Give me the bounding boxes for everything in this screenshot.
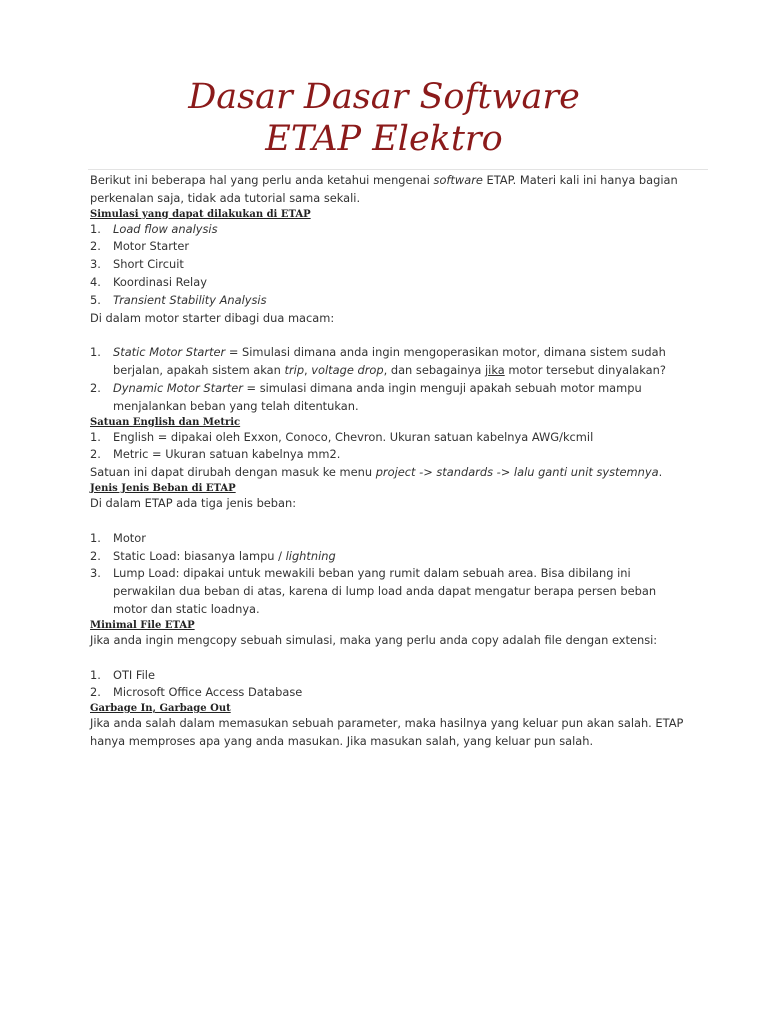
satuan-list [90,429,690,465]
list-item: 1. Load flow analysis [90,221,218,236]
list-item: 2. Motor Starter [90,239,190,254]
list-item: 2. Microsoft Office Access Database [90,685,303,700]
satuan-note: Satuan ini dapat dirubah dengan masuk ke menu project -> standards -> lalu ganti unit systemnya. [90,465,663,480]
list-item: 5. Transient Stability Analysis [90,292,267,307]
title-line-2: ETAP Elektro [265,119,503,159]
beban-list [90,530,690,619]
heading-simulasi: Simulasi yang dapat dilakukan di ETAP [90,208,311,220]
simulasi-list [90,221,690,310]
list-item: 1. Static Motor Starter = Simulasi dimana anda ingin mengoperasikan motor, dimana sistem sudah berjalan, apakah sistem akan trip, voltage drop, dan sebagainya jika motor tersebut dinyalakan? [90,345,666,378]
title-line-1: Dasar Dasar Software [188,77,580,117]
list-item: 3. Short Circuit [90,257,184,272]
list-item: 1. OTI File [90,667,155,682]
minimal-list [90,667,690,703]
heading-minimal-file: Minimal File ETAP [90,619,195,631]
title-divider [88,169,708,170]
starter-list [90,344,690,415]
heading-satuan: Satuan English dan Metric [90,416,241,428]
jika-link[interactable]: jika [484,363,505,378]
list-item: 2. Dynamic Motor Starter = simulasi dimana anda ingin menguji apakah sebuah motor mampu menjalankan beban yang telah ditentukan. [90,380,642,413]
minimal-intro: Jika anda ingin mengcopy sebuah simulasi, maka yang perlu anda copy adalah file dengan extensi: [90,632,658,647]
beban-intro: Di dalam ETAP ada tiga jenis beban: [90,495,297,510]
heading-garbage: Garbage In, Garbage Out [90,703,231,715]
garbage-paragraph: Jika anda salah dalam memasukan sebuah parameter, maka hasilnya yang keluar pun akan salah. ETAP hanya memproses apa yang anda masukan. Jika masukan salah, yang keluar pun salah. [90,716,684,748]
list-item: 1. English = dipakai oleh Exxon, Conoco, Chevron. Ukuran satuan kabelnya AWG/kcmil [90,429,594,444]
list-item: 2. Static Load: biasanya lampu / lightning [90,548,336,563]
heading-beban: Jenis Jenis Beban di ETAP [90,482,236,494]
intro-paragraph: Berikut ini beberapa hal yang perlu anda ketahui mengenai software ETAP. Materi kali ini hanya bagian perkenalan saja, tidak ada tutorial sama sekali. [90,173,678,205]
list-item: 4. Koordinasi Relay [90,274,207,289]
page-title [0,76,768,160]
list-item: 2. Metric = Ukuran satuan kabelnya mm2. [90,447,341,462]
article-body [90,172,690,751]
list-item: 1. Motor [90,530,146,545]
list-item: 3. Lump Load: dipakai untuk mewakili beban yang rumit dalam sebuah area. Bisa dibilang ini perwakilan dua beban di atas, karena di lump load anda dapat mengatur berapa persen beban motor dan static loadnya. [90,566,657,616]
motor-starter-intro: Di dalam motor starter dibagi dua macam: [90,310,335,325]
